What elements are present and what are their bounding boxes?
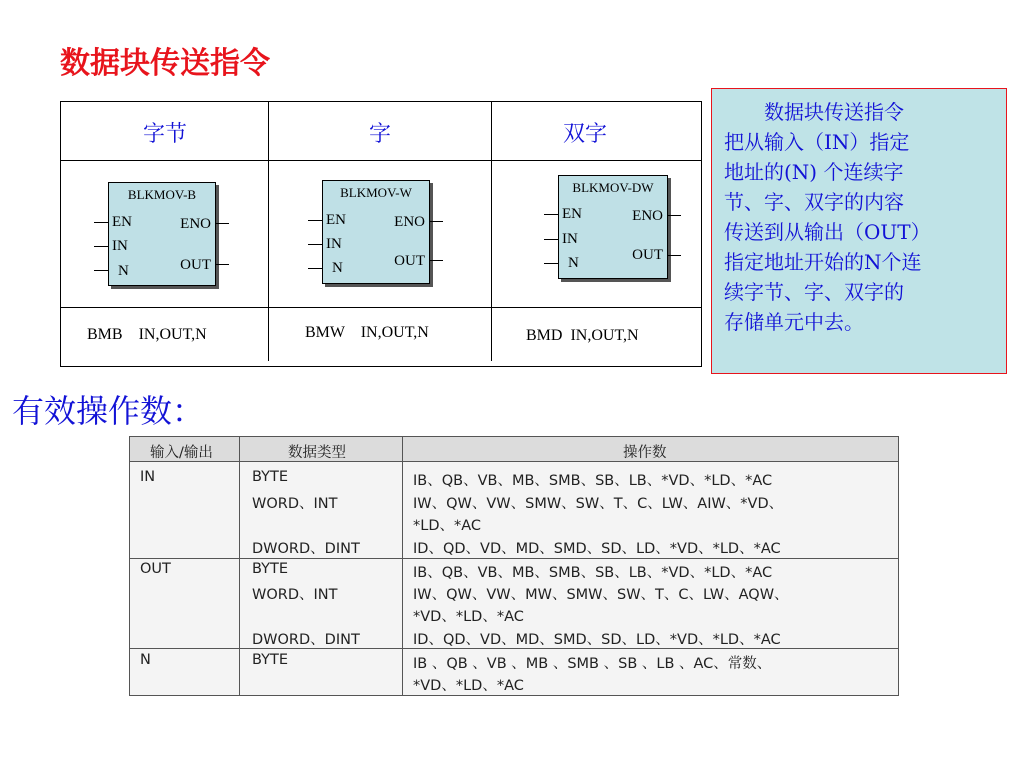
block-name: BLKMOV-W [340,185,412,200]
operands-cell: IB 、QB 、VB 、MB 、SMB 、SB 、LB 、AC、常数、 [413,656,772,672]
pin-en: EN [562,206,582,222]
n-wire [308,268,322,269]
block-name: BLKMOV-B [127,187,197,202]
type-cell: BYTE [252,652,289,668]
blkmov-w-block [322,180,430,284]
header-byte: 字节 [142,122,187,147]
pin-n: N [332,260,343,276]
in-wire [94,246,108,247]
pin-n: N [568,255,579,271]
description-note [711,88,1007,374]
out-wire [667,255,681,256]
statement-bmb: BMB IN,OUT,N [87,326,207,343]
statement-bmd: BMD IN,OUT,N [526,327,639,344]
note-line: 数据块传送指令 [764,100,904,124]
page-title: 数据块传送指令 [60,46,270,81]
header-dword: 双字 [562,122,607,147]
row-divider [60,160,701,161]
pin-out: OUT [632,247,663,263]
operands-title: 有效操作数： [12,392,205,430]
operands-cell: ID、QD、VD、MD、SMD、SD、LD、*VD、*LD、*AC [413,632,781,648]
eno-wire [667,215,681,216]
pin-out: OUT [394,253,425,269]
column-divider [402,437,403,695]
type-cell: WORD、INT [252,587,338,603]
out-wire [215,264,229,265]
row-divider [130,558,898,559]
note-line: 存储单元中去。 [724,310,864,334]
io-cell-in: IN [140,469,156,485]
header-word: 字 [368,122,391,147]
n-wire [544,263,558,264]
type-cell: BYTE [252,469,289,485]
type-cell: DWORD、DINT [252,541,360,557]
n-wire [94,270,108,271]
header-io: 输入/输出 [150,445,213,461]
operands-cell: IB、QB、VB、MB、SMB、SB、LB、*VD、*LD、*AC [413,565,773,581]
note-line: 地址的(N) 个连续字 [724,160,904,184]
note-line: 传送到从输出（OUT） [724,220,931,244]
io-cell-out: OUT [140,561,171,577]
type-cell: WORD、INT [252,496,338,512]
note-line: 节、字、双字的内容 [724,190,904,214]
blkmov-dw-block [558,175,668,279]
column-divider [491,101,492,361]
operands-cell: IW、QW、VW、MW、SMW、SW、T、C、LW、AQW、 [413,587,789,603]
table-header [130,437,898,462]
operands-cell: IB、QB、VB、MB、SMB、SB、LB、*VD、*LD、*AC [413,473,773,489]
out-wire [429,260,443,261]
io-cell-n: N [140,652,151,668]
en-wire [94,222,108,223]
operands-cell: *LD、*AC [413,518,482,534]
operands-cell: ID、QD、VD、MD、SMD、SD、LD、*VD、*LD、*AC [413,541,781,557]
header-operands: 操作数 [623,445,667,461]
blkmov-b-block [108,182,216,286]
eno-wire [429,221,443,222]
pin-in: IN [326,236,342,252]
en-wire [544,214,558,215]
pin-eno: ENO [394,214,425,230]
operand-table [129,436,899,696]
block-name: BLKMOV-DW [572,180,654,195]
en-wire [308,220,322,221]
eno-wire [215,223,229,224]
pin-in: IN [112,238,128,254]
column-divider [268,101,269,361]
instruction-table [60,101,702,367]
header-datatype: 数据类型 [288,445,346,461]
pin-eno: ENO [632,208,663,224]
in-wire [308,244,322,245]
statement-bmw: BMW IN,OUT,N [305,324,429,341]
in-wire [544,239,558,240]
note-line: 把从输入（IN）指定 [724,130,910,154]
pin-eno: ENO [180,216,211,232]
operands-cell: *VD、*LD、*AC [413,678,524,694]
note-line: 指定地址开始的N个连 [724,250,922,274]
pin-n: N [118,263,129,279]
column-divider [239,437,240,695]
row-divider [60,307,701,308]
type-cell: DWORD、DINT [252,632,360,648]
pin-in: IN [562,231,578,247]
operands-cell: *VD、*LD、*AC [413,609,524,625]
note-line: 续字节、字、双字的 [724,280,904,304]
type-cell: BYTE [252,561,289,577]
operands-cell: IW、QW、VW、SMW、SW、T、C、LW、AIW、*VD、 [413,496,784,512]
pin-en: EN [326,212,346,228]
pin-out: OUT [180,257,211,273]
pin-en: EN [112,214,132,230]
